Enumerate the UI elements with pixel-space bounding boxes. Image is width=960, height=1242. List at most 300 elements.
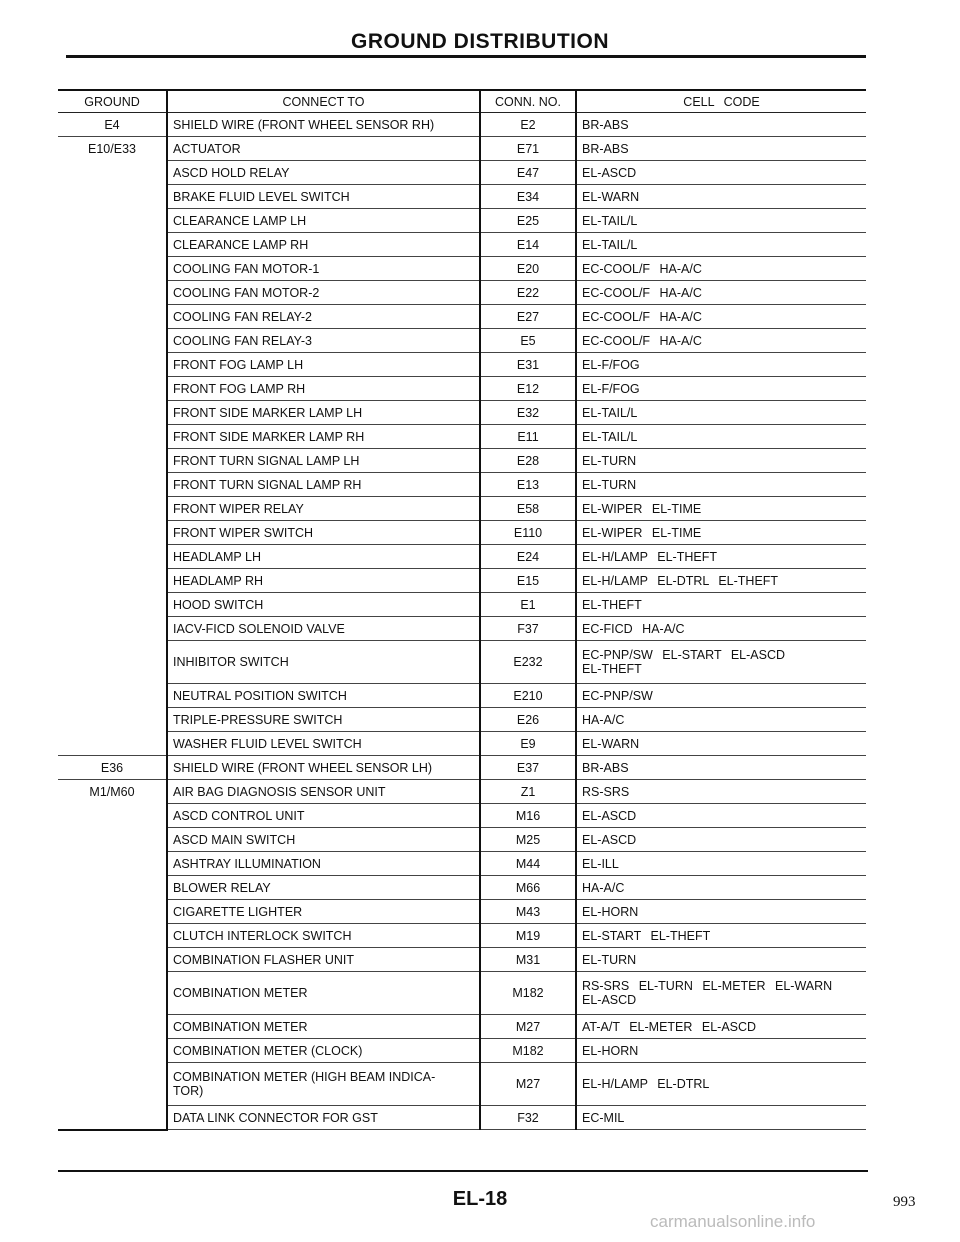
ground-cell bbox=[58, 473, 167, 497]
ground-cell bbox=[58, 876, 167, 900]
cell-code-cell-text: EC-MIL bbox=[582, 1110, 625, 1125]
connect-to-cell-text: FRONT TURN SIGNAL LAMP RH bbox=[173, 477, 362, 492]
table-row bbox=[58, 569, 866, 593]
conn-no-cell-text: Z1 bbox=[520, 784, 536, 799]
conn-no-cell-text: E71 bbox=[516, 141, 540, 156]
conn-no-cell-text: E15 bbox=[516, 573, 540, 588]
table-row bbox=[58, 1015, 866, 1039]
conn-no-cell-text: E47 bbox=[516, 165, 540, 180]
table-row bbox=[58, 972, 866, 1015]
cell-code-cell-text: EC-COOL/F HA-A/C bbox=[582, 333, 702, 348]
conn-no-cell bbox=[480, 281, 576, 305]
ground-cell bbox=[58, 972, 167, 1015]
conn-no-cell-text: E32 bbox=[516, 405, 540, 420]
ground-cell-text: E10/E33 bbox=[88, 141, 136, 156]
table-row bbox=[58, 329, 866, 353]
connect-to-cell bbox=[167, 641, 480, 684]
cell-code-cell-text-line2: EL-ASCD bbox=[582, 993, 637, 1007]
ground-cell bbox=[58, 1106, 167, 1130]
cell-code-cell bbox=[576, 641, 866, 684]
header-conn-no: CONN. NO. bbox=[480, 90, 576, 113]
connect-to-cell-text-line2: TOR) bbox=[173, 1084, 204, 1098]
connect-to-cell-text: ASHTRAY ILLUMINATION bbox=[173, 856, 321, 871]
cell-code-cell bbox=[576, 401, 866, 425]
ground-cell bbox=[58, 756, 167, 780]
conn-no-cell bbox=[480, 185, 576, 209]
cell-code-cell-text: EL-F/FOG bbox=[582, 357, 640, 372]
conn-no-cell-text: E9 bbox=[520, 736, 536, 751]
table-row bbox=[58, 137, 866, 161]
ground-cell bbox=[58, 425, 167, 449]
cell-code-cell bbox=[576, 732, 866, 756]
ground-cell bbox=[58, 497, 167, 521]
conn-no-cell-text: E5 bbox=[520, 333, 536, 348]
conn-no-cell-text: M19 bbox=[515, 928, 541, 943]
connect-to-cell-text: FRONT SIDE MARKER LAMP LH bbox=[173, 405, 363, 420]
conn-no-cell-text: E2 bbox=[520, 117, 536, 132]
ground-cell bbox=[58, 209, 167, 233]
connect-to-cell bbox=[167, 209, 480, 233]
cell-code-cell bbox=[576, 185, 866, 209]
cell-code-cell bbox=[576, 852, 866, 876]
cell-code-cell-text: BR-ABS bbox=[582, 141, 629, 156]
table-row bbox=[58, 353, 866, 377]
conn-no-cell-text: E34 bbox=[516, 189, 540, 204]
cell-code-cell bbox=[576, 233, 866, 257]
conn-no-cell-text: M16 bbox=[515, 808, 541, 823]
ground-cell bbox=[58, 329, 167, 353]
conn-no-cell-text: E1 bbox=[520, 597, 536, 612]
cell-code-cell bbox=[576, 497, 866, 521]
cell-code-cell bbox=[576, 948, 866, 972]
cell-code-cell bbox=[576, 708, 866, 732]
cell-code-cell-text: EC-COOL/F HA-A/C bbox=[582, 261, 702, 276]
connect-to-cell-text: IACV-FICD SOLENOID VALVE bbox=[173, 621, 345, 636]
cell-code-cell-text: EL-HORN bbox=[582, 1043, 639, 1058]
conn-no-cell-text: M31 bbox=[515, 952, 541, 967]
connect-to-cell bbox=[167, 900, 480, 924]
table-row bbox=[58, 684, 866, 708]
header-connect-to: CONNECT TO bbox=[167, 90, 480, 113]
cell-code-cell-text: RS-SRS bbox=[582, 784, 630, 799]
connect-to-cell-text: COOLING FAN MOTOR-2 bbox=[173, 285, 320, 300]
ground-cell bbox=[58, 353, 167, 377]
ground-cell-text: E4 bbox=[104, 117, 120, 132]
cell-code-cell-text: EL-F/FOG bbox=[582, 381, 640, 396]
connect-to-cell bbox=[167, 449, 480, 473]
conn-no-cell bbox=[480, 828, 576, 852]
connect-to-cell bbox=[167, 377, 480, 401]
ground-cell bbox=[58, 617, 167, 641]
cell-code-cell bbox=[576, 924, 866, 948]
connect-to-cell bbox=[167, 569, 480, 593]
table-row bbox=[58, 948, 866, 972]
conn-no-cell bbox=[480, 353, 576, 377]
header-ground: GROUND bbox=[58, 90, 167, 113]
conn-no-cell bbox=[480, 305, 576, 329]
conn-no-cell-text: M27 bbox=[515, 1077, 541, 1091]
conn-no-cell bbox=[480, 497, 576, 521]
conn-no-cell-text: F37 bbox=[517, 621, 539, 636]
cell-code-cell bbox=[576, 1063, 866, 1106]
connect-to-cell bbox=[167, 281, 480, 305]
ground-cell bbox=[58, 732, 167, 756]
conn-no-cell-text: E22 bbox=[516, 285, 540, 300]
connect-to-cell bbox=[167, 876, 480, 900]
cell-code-cell bbox=[576, 545, 866, 569]
cell-code-cell bbox=[576, 161, 866, 185]
connect-to-cell-text: AIR BAG DIAGNOSIS SENSOR UNIT bbox=[173, 784, 386, 799]
table-row bbox=[58, 545, 866, 569]
connect-to-cell bbox=[167, 617, 480, 641]
connect-to-cell-text: FRONT WIPER SWITCH bbox=[173, 525, 314, 540]
connect-to-cell bbox=[167, 1106, 480, 1130]
cell-code-cell bbox=[576, 281, 866, 305]
conn-no-cell-text: M182 bbox=[512, 986, 544, 1000]
connect-to-cell-text: COMBINATION METER (CLOCK) bbox=[173, 1043, 363, 1058]
connect-to-cell-text: FRONT FOG LAMP LH bbox=[173, 357, 304, 372]
conn-no-cell-text: E25 bbox=[516, 213, 540, 228]
connect-to-cell-text: BLOWER RELAY bbox=[173, 880, 271, 895]
ground-cell bbox=[58, 1015, 167, 1039]
conn-no-cell bbox=[480, 545, 576, 569]
connect-to-cell bbox=[167, 948, 480, 972]
table-row bbox=[58, 828, 866, 852]
conn-no-cell bbox=[480, 924, 576, 948]
connect-to-cell bbox=[167, 113, 480, 137]
cell-code-cell-text: EL-HORN bbox=[582, 904, 639, 919]
conn-no-cell bbox=[480, 233, 576, 257]
cell-code-cell-text: EL-ASCD bbox=[582, 165, 637, 180]
cell-code-cell-text: EL-TURN bbox=[582, 477, 637, 492]
ground-cell bbox=[58, 113, 167, 137]
connect-to-cell bbox=[167, 1063, 480, 1106]
connect-to-cell bbox=[167, 425, 480, 449]
ground-cell bbox=[58, 828, 167, 852]
ground-cell bbox=[58, 305, 167, 329]
connect-to-cell bbox=[167, 708, 480, 732]
connect-to-cell bbox=[167, 828, 480, 852]
ground-cell bbox=[58, 1039, 167, 1063]
cell-code-cell-text: EC-PNP/SW bbox=[582, 688, 653, 703]
conn-no-cell-text: E11 bbox=[517, 429, 539, 444]
connect-to-cell bbox=[167, 353, 480, 377]
ground-cell bbox=[58, 852, 167, 876]
ground-cell bbox=[58, 545, 167, 569]
conn-no-cell-text: E12 bbox=[516, 381, 540, 396]
ground-cell bbox=[58, 233, 167, 257]
ground-cell bbox=[58, 377, 167, 401]
cell-code-cell bbox=[576, 353, 866, 377]
ground-cell bbox=[58, 281, 167, 305]
connect-to-cell-text: COMBINATION FLASHER UNIT bbox=[173, 952, 355, 967]
table-row bbox=[58, 497, 866, 521]
conn-no-cell bbox=[480, 521, 576, 545]
conn-no-cell bbox=[480, 1015, 576, 1039]
table-row bbox=[58, 708, 866, 732]
conn-no-cell bbox=[480, 900, 576, 924]
ground-cell bbox=[58, 924, 167, 948]
conn-no-cell bbox=[480, 780, 576, 804]
page-title: GROUND DISTRIBUTION bbox=[351, 30, 609, 53]
connect-to-cell bbox=[167, 401, 480, 425]
table-row bbox=[58, 257, 866, 281]
ground-cell bbox=[58, 185, 167, 209]
cell-code-cell-text: EC-COOL/F HA-A/C bbox=[582, 285, 702, 300]
connect-to-cell-text: HEADLAMP RH bbox=[173, 573, 264, 588]
cell-code-cell bbox=[576, 377, 866, 401]
ground-cell-text: M1/M60 bbox=[89, 784, 135, 799]
cell-code-cell-text: EL-H/LAMP EL-DTRL EL-THEFT bbox=[582, 573, 779, 588]
conn-no-cell bbox=[480, 593, 576, 617]
cell-code-cell-text: EL-H/LAMP EL-DTRL bbox=[582, 1077, 710, 1091]
conn-no-cell-text: M25 bbox=[515, 832, 541, 847]
connect-to-cell-text: COOLING FAN RELAY-3 bbox=[173, 333, 312, 348]
page-number: 993 bbox=[893, 1194, 916, 1210]
table-header-row bbox=[58, 90, 866, 113]
cell-code-cell bbox=[576, 329, 866, 353]
cell-code-cell-text: EL-TAIL/L bbox=[582, 405, 638, 420]
table-row bbox=[58, 233, 866, 257]
table-row bbox=[58, 617, 866, 641]
cell-code-cell-text: EC-COOL/F HA-A/C bbox=[582, 309, 702, 324]
connect-to-cell-text: ASCD CONTROL UNIT bbox=[173, 808, 305, 823]
table-row bbox=[58, 900, 866, 924]
bottom-rule bbox=[58, 1170, 868, 1172]
table-row bbox=[58, 401, 866, 425]
cell-code-cell bbox=[576, 521, 866, 545]
connect-to-cell bbox=[167, 732, 480, 756]
conn-no-cell bbox=[480, 137, 576, 161]
connect-to-cell bbox=[167, 1039, 480, 1063]
cell-code-cell bbox=[576, 804, 866, 828]
ground-cell bbox=[58, 684, 167, 708]
ground-cell bbox=[58, 137, 167, 161]
connect-to-cell-text: HOOD SWITCH bbox=[173, 597, 264, 612]
cell-code-cell-text-line2: EL-THEFT bbox=[582, 662, 642, 676]
cell-code-cell-text: EL-TAIL/L bbox=[582, 213, 638, 228]
conn-no-cell bbox=[480, 473, 576, 497]
cell-code-cell bbox=[576, 257, 866, 281]
connect-to-cell-text: SHIELD WIRE (FRONT WHEEL SENSOR LH) bbox=[173, 760, 433, 775]
connect-to-cell-text: WASHER FLUID LEVEL SWITCH bbox=[173, 736, 362, 751]
connect-to-cell bbox=[167, 852, 480, 876]
connect-to-cell-text: TRIPLE-PRESSURE SWITCH bbox=[173, 712, 343, 727]
cell-code-cell bbox=[576, 593, 866, 617]
cell-code-cell bbox=[576, 1039, 866, 1063]
header-cell-code: CELL CODE bbox=[576, 90, 866, 113]
conn-no-cell bbox=[480, 425, 576, 449]
connect-to-cell bbox=[167, 593, 480, 617]
conn-no-cell bbox=[480, 876, 576, 900]
ground-cell bbox=[58, 449, 167, 473]
table-row bbox=[58, 449, 866, 473]
conn-no-cell bbox=[480, 449, 576, 473]
conn-no-cell bbox=[480, 641, 576, 684]
cell-code-cell-text: EL-TURN bbox=[582, 453, 637, 468]
cell-code-cell-text: EL-TURN bbox=[582, 952, 637, 967]
cell-code-cell-text: EL-H/LAMP EL-THEFT bbox=[582, 549, 717, 564]
cell-code-cell-text: HA-A/C bbox=[582, 712, 625, 727]
conn-no-cell bbox=[480, 852, 576, 876]
cell-code-cell bbox=[576, 1015, 866, 1039]
ground-cell bbox=[58, 804, 167, 828]
connect-to-cell-text: DATA LINK CONNECTOR FOR GST bbox=[173, 1110, 378, 1125]
cell-code-cell-text: EL-THEFT bbox=[582, 597, 642, 612]
connect-to-cell-text: CIGARETTE LIGHTER bbox=[173, 904, 303, 919]
connect-to-cell-text: INHIBITOR SWITCH bbox=[173, 655, 289, 669]
connect-to-cell-text: CLUTCH INTERLOCK SWITCH bbox=[173, 928, 352, 943]
conn-no-cell bbox=[480, 684, 576, 708]
cell-code-cell bbox=[576, 425, 866, 449]
table-row bbox=[58, 756, 866, 780]
conn-no-cell bbox=[480, 804, 576, 828]
table-row bbox=[58, 185, 866, 209]
conn-no-cell bbox=[480, 1039, 576, 1063]
cell-code-cell bbox=[576, 449, 866, 473]
cell-code-cell bbox=[576, 756, 866, 780]
connect-to-cell-text: COOLING FAN MOTOR-1 bbox=[173, 261, 320, 276]
conn-no-cell-text: M27 bbox=[515, 1019, 541, 1034]
cell-code-cell bbox=[576, 617, 866, 641]
page-code: EL-18 bbox=[452, 1188, 508, 1210]
cell-code-cell bbox=[576, 780, 866, 804]
table-row bbox=[58, 852, 866, 876]
connect-to-cell bbox=[167, 329, 480, 353]
connect-to-cell bbox=[167, 233, 480, 257]
ground-cell bbox=[58, 401, 167, 425]
ground-cell bbox=[58, 257, 167, 281]
conn-no-cell bbox=[480, 569, 576, 593]
connect-to-cell-text: ASCD MAIN SWITCH bbox=[173, 832, 296, 847]
ground-cell bbox=[58, 569, 167, 593]
conn-no-cell-text: E110 bbox=[513, 525, 543, 540]
conn-no-cell-text: M66 bbox=[515, 880, 541, 895]
connect-to-cell bbox=[167, 137, 480, 161]
table-row bbox=[58, 1039, 866, 1063]
title-rule bbox=[66, 55, 866, 58]
connect-to-cell bbox=[167, 756, 480, 780]
connect-to-cell-text: COMBINATION METER (HIGH BEAM INDICA- bbox=[173, 1070, 436, 1084]
conn-no-cell-text: M44 bbox=[515, 856, 541, 871]
table-row bbox=[58, 425, 866, 449]
ground-distribution-table bbox=[58, 89, 866, 1131]
connect-to-cell bbox=[167, 1015, 480, 1039]
connect-to-cell-text: FRONT SIDE MARKER LAMP RH bbox=[173, 429, 365, 444]
conn-no-cell-text: E210 bbox=[513, 688, 543, 703]
cell-code-cell-text: BR-ABS bbox=[582, 117, 629, 132]
table-row bbox=[58, 924, 866, 948]
cell-code-cell bbox=[576, 137, 866, 161]
connect-to-cell bbox=[167, 161, 480, 185]
connect-to-cell bbox=[167, 305, 480, 329]
connect-to-cell-text: BRAKE FLUID LEVEL SWITCH bbox=[173, 189, 350, 204]
table-row bbox=[58, 521, 866, 545]
cell-code-cell-text: HA-A/C bbox=[582, 880, 625, 895]
conn-no-cell bbox=[480, 209, 576, 233]
cell-code-cell-text: BR-ABS bbox=[582, 760, 629, 775]
table-row bbox=[58, 593, 866, 617]
conn-no-cell bbox=[480, 617, 576, 641]
cell-code-cell bbox=[576, 473, 866, 497]
table-row bbox=[58, 305, 866, 329]
conn-no-cell-text: E58 bbox=[516, 501, 540, 516]
conn-no-cell bbox=[480, 972, 576, 1015]
connect-to-cell-text: CLEARANCE LAMP RH bbox=[173, 237, 309, 252]
conn-no-cell bbox=[480, 708, 576, 732]
connect-to-cell-text: FRONT TURN SIGNAL LAMP LH bbox=[173, 453, 360, 468]
ground-cell bbox=[58, 708, 167, 732]
connect-to-cell bbox=[167, 972, 480, 1015]
conn-no-cell-text: E26 bbox=[516, 712, 540, 727]
ground-cell bbox=[58, 948, 167, 972]
conn-no-cell-text: E24 bbox=[516, 549, 540, 564]
connect-to-cell bbox=[167, 257, 480, 281]
conn-no-cell-text: E13 bbox=[516, 477, 540, 492]
conn-no-cell bbox=[480, 161, 576, 185]
cell-code-cell-text: AT-A/T EL-METER EL-ASCD bbox=[582, 1019, 757, 1034]
connect-to-cell-text: SHIELD WIRE (FRONT WHEEL SENSOR RH) bbox=[173, 117, 435, 132]
cell-code-cell bbox=[576, 876, 866, 900]
cell-code-cell bbox=[576, 209, 866, 233]
conn-no-cell bbox=[480, 257, 576, 281]
cell-code-cell bbox=[576, 684, 866, 708]
table-row bbox=[58, 1106, 866, 1130]
cell-code-cell-text: EL-TAIL/L bbox=[582, 429, 638, 444]
table-row bbox=[58, 281, 866, 305]
conn-no-cell bbox=[480, 401, 576, 425]
cell-code-cell-text: EL-ASCD bbox=[582, 832, 637, 847]
conn-no-cell bbox=[480, 1106, 576, 1130]
connect-to-cell-text: COOLING FAN RELAY-2 bbox=[173, 309, 312, 324]
table-row bbox=[58, 209, 866, 233]
cell-code-cell-text: EL-ILL bbox=[582, 856, 619, 871]
connect-to-cell-text: NEUTRAL POSITION SWITCH bbox=[173, 688, 347, 703]
connect-to-cell bbox=[167, 780, 480, 804]
table-row bbox=[58, 161, 866, 185]
cell-code-cell bbox=[576, 972, 866, 1015]
cell-code-cell-text: EL-WARN bbox=[582, 189, 640, 204]
connect-to-cell-text: FRONT FOG LAMP RH bbox=[173, 381, 306, 396]
table-row bbox=[58, 1063, 866, 1106]
conn-no-cell-text: F32 bbox=[517, 1110, 539, 1125]
conn-no-cell bbox=[480, 756, 576, 780]
ground-cell bbox=[58, 521, 167, 545]
conn-no-cell bbox=[480, 732, 576, 756]
table-row bbox=[58, 732, 866, 756]
conn-no-cell bbox=[480, 113, 576, 137]
ground-cell-text: E36 bbox=[100, 760, 124, 775]
cell-code-cell bbox=[576, 305, 866, 329]
conn-no-cell-text: M43 bbox=[515, 904, 541, 919]
cell-code-cell-text: EL-WIPER EL-TIME bbox=[582, 501, 702, 516]
ground-cell bbox=[58, 161, 167, 185]
connect-to-cell bbox=[167, 545, 480, 569]
conn-no-cell-text: E37 bbox=[516, 760, 540, 775]
cell-code-cell-text: EC-FICD HA-A/C bbox=[582, 621, 685, 636]
table-row bbox=[58, 377, 866, 401]
cell-code-cell-text: EL-WIPER EL-TIME bbox=[582, 525, 702, 540]
cell-code-cell bbox=[576, 828, 866, 852]
conn-no-cell bbox=[480, 377, 576, 401]
connect-to-cell bbox=[167, 497, 480, 521]
connect-to-cell bbox=[167, 185, 480, 209]
cell-code-cell bbox=[576, 1106, 866, 1130]
conn-no-cell bbox=[480, 1063, 576, 1106]
table-row bbox=[58, 804, 866, 828]
connect-to-cell-text: HEADLAMP LH bbox=[173, 549, 261, 564]
connect-to-cell-text: CLEARANCE LAMP LH bbox=[173, 213, 307, 228]
